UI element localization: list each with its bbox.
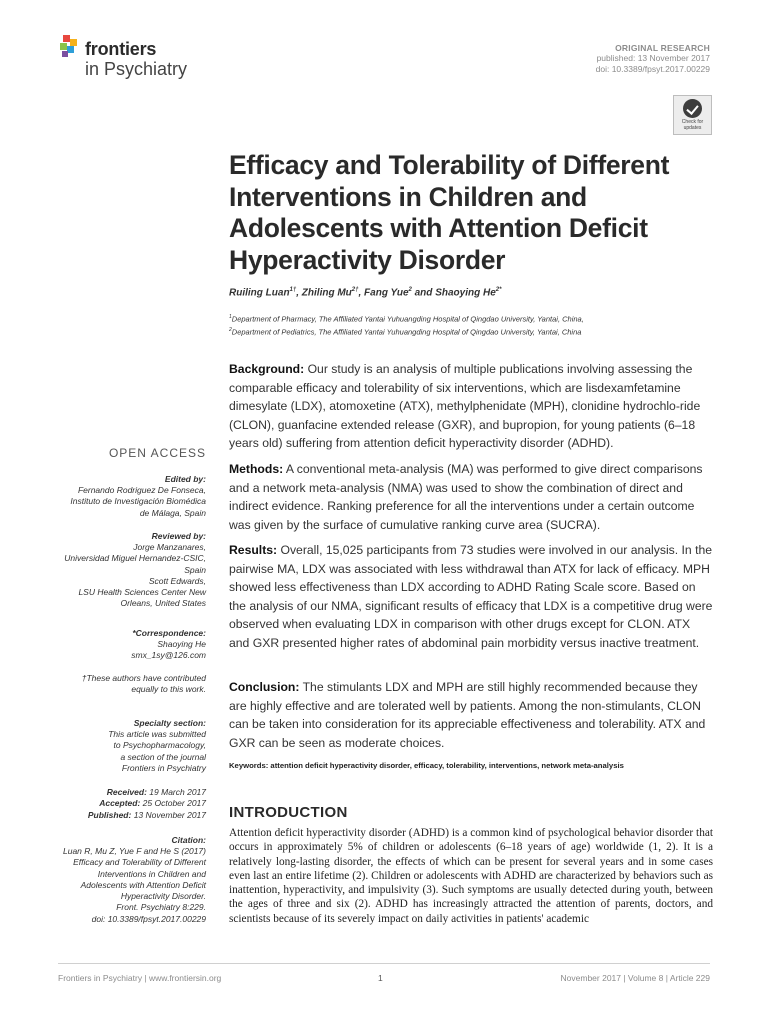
sidebar-line: Frontiers in Psychiatry	[121, 762, 206, 773]
abstract-background	[229, 360, 713, 453]
check-for-updates-button[interactable]	[673, 95, 712, 135]
author-list: Ruiling Luan$^{1\dagger}$, Zhiling $Mu^{2\dagger}$, Fang Yue$^2$ and Shaoying $He^{2*}$	[229, 287, 502, 299]
author-sup: 2	[408, 287, 412, 293]
abstract-section-label: Conclusion:	[229, 680, 300, 694]
date-label: Accepted:	[99, 798, 141, 809]
sidebar-line: equally to this work.	[131, 684, 206, 695]
journal-name-primary: frontiers	[85, 39, 157, 59]
sidebar-line: Luan R, Mu Z, Yue F and He S (2017)	[62, 846, 206, 856]
sidebar-line: LSU Health Sciences Center New	[78, 587, 206, 598]
sidebar-line: Shaoying He	[157, 639, 206, 649]
journal-name-secondary: in Psychiatry	[85, 59, 188, 79]
sidebar-heading: Citation:	[171, 835, 206, 845]
sidebar-line: a section of the journal	[120, 751, 206, 762]
accepted-date: 25 October 2017	[142, 798, 206, 809]
article-type: ORIGINAL RESEARCH	[615, 43, 710, 53]
reviewed-by-block	[58, 531, 206, 610]
article-title: Efficacy and Tolerability of Different Interventions in Children and Adolescents with Attention Deficit Hyperactivity Disorder	[229, 150, 670, 275]
sidebar-line: Adolescents with Attention Deficit	[80, 879, 206, 890]
affiliation-text: Department of Pharmacy, The Affiliated Yantai Yuhuangding Hospital of Qingdao University, Yantai, China,	[231, 314, 584, 324]
check-updates-icon	[683, 99, 702, 118]
sidebar-line: Orleans, United States	[120, 598, 206, 609]
date-label: Received:	[106, 787, 147, 797]
abstract-section-label: Results:	[229, 543, 278, 557]
correspondence-block	[58, 628, 206, 662]
sidebar-line: Instituto de Investigación Biomédica	[70, 496, 206, 507]
sidebar-line: Spain	[184, 564, 206, 575]
abstract-conclusion	[229, 678, 713, 752]
published-date: published: 13 November 2017	[596, 53, 710, 63]
sidebar-line: Fernando Rodriguez De Fonseca,	[77, 485, 206, 495]
published-date-sidebar: 13 November 2017	[133, 809, 206, 820]
sidebar-line: Universidad Miguel Hernandez-CSIC,	[64, 553, 206, 564]
citation-block	[58, 835, 206, 925]
correspondence-email[interactable]: smx_1sy@126.com	[131, 650, 206, 661]
sidebar-line: Scott Edwards,	[148, 575, 206, 586]
sidebar-line: †These authors have contributed	[81, 673, 206, 683]
section-heading: INTRODUCTION	[229, 804, 348, 821]
frontiers-logo-icon	[58, 35, 82, 59]
intro-paragraph: Attention deficit hyperactivity disorder (ADHD) is a common kind of psychological behavior disorder that occurs in approximately 5% of children or adolescents (6–18 years of age) worldwide (1, 2). It is a relatively long-lasting disorder, the effects of which can be present for several years and in some cases even last an entire lifetime (2). Children or adolescents with ADHD are characterized by behaviors such as inattention, hyperactivity, and impulsivity (3). Such symptoms are usually detected during youth, between the ages of three and six (2). ADHD has increasingly attracted the attention of parents, doctors, and scientists because of its severely impact on daily activities in patients' academic	[229, 827, 713, 925]
abstract-section-text: Our study is an analysis of multiple publications involving assessing the comparable efficacy and tolerability of six interventions, which are lisdexamfetamine dimesylate (LDX), atomoxetine (ATX), methylphenidate (MPH), clonidine hydrochlo-ride (CLON), guanfacine extended release (GXR), and bupropion, for young patients (6–18 years old) suffering from attention deficit hyperactivity disorder (ADHD).	[229, 362, 701, 450]
sidebar-heading: *Correspondence:	[132, 628, 206, 638]
article-header	[596, 43, 710, 75]
sidebar-heading: Reviewed by:	[151, 531, 206, 541]
author-sup: 2†	[351, 287, 359, 293]
sidebar-line: Efficacy and Tolerability of Different	[73, 857, 206, 868]
footer-divider	[58, 963, 710, 964]
keywords: Keywords: attention deficit hyperactivity disorder, efficacy, tolerability, interventions, network meta-analysis	[229, 761, 624, 770]
abstract-section-label: Methods:	[229, 462, 284, 476]
abstract-section-label: Background:	[229, 362, 305, 376]
affiliation-sup: 2	[229, 327, 232, 333]
received-date: 19 March 2017	[149, 787, 206, 797]
affiliation	[229, 314, 584, 324]
journal-logo[interactable]	[58, 32, 218, 82]
article-doi[interactable]: doi: 10.3389/fpsyt.2017.00229	[595, 64, 710, 74]
sidebar-line: de Málaga, Spain	[139, 507, 206, 518]
edited-by-block	[58, 474, 206, 519]
author-sup: 2*	[495, 287, 502, 293]
author-name[interactable]: Ruiling Luan	[229, 287, 290, 299]
author-sup: 1†	[289, 287, 297, 293]
contribution-note	[58, 673, 206, 696]
abstract-section-text: The stimulants LDX and MPH are still highly recommended because they are highly effective and are tolerated well by patients. Among the non-stimulants, CLON can be taken into consideration for its appreciable effectiveness and tolerability. ATX and GXR can be seen as moderate choices.	[229, 680, 706, 750]
specialty-block	[58, 718, 206, 774]
check-updates-label: Check for updates	[681, 119, 704, 131]
date-label: Published:	[87, 809, 132, 820]
author-name[interactable]: Zhiling Mu	[301, 287, 352, 299]
footer-journal-site[interactable]: Frontiers in Psychiatry | www.frontiersin.org	[58, 973, 222, 983]
abstract-results	[229, 541, 713, 652]
sidebar-line: Front. Psychiatry 8:229.	[116, 902, 206, 913]
page-number: 1	[378, 973, 383, 983]
sidebar-line: Interventions in Children and	[97, 868, 206, 879]
abstract-methods	[229, 460, 713, 534]
sidebar-line: Hyperactivity Disorder.	[120, 891, 206, 902]
sidebar-heading: Edited by:	[164, 474, 206, 484]
author-name[interactable]: Fang Yue	[364, 287, 409, 299]
open-access-label: OPEN ACCESS	[108, 446, 206, 460]
author-name[interactable]: Shaoying He	[435, 287, 496, 299]
citation-doi[interactable]: doi: 10.3389/fpsyt.2017.00229	[91, 913, 206, 924]
dates-block	[58, 787, 206, 821]
affiliation	[229, 327, 581, 337]
abstract-section-text: Overall, 15,025 participants from 73 studies were involved in our analysis. In the pairwise MA, LDX was associated with less withdrawal than ATX for lack of efficacy. MPH showed less effectiveness than LDX according to ADHD Rating Scale score. Based on the analysis of our NMA, significant results of efficacy that LDX is a competitive drug were observed when evaluating LDX in comparison with other drugs except for CLON. ATX and GXR presented higher rates of abdominal pain morbidity versus inactive treatment.	[229, 543, 713, 650]
sidebar-line: to Psychopharmacology,	[113, 740, 206, 751]
affiliation-text: Department of Pediatrics, The Affiliated Yantai Yuhuangding Hospital of Qingdao University, Yantai, China	[231, 327, 582, 337]
sidebar-line: This article was submitted	[108, 729, 206, 739]
abstract-section-text: A conventional meta-analysis (MA) was performed to give direct comparisons and a network meta-analysis (NMA) was used to show the combination of direct and indirect evidence. Ranking preference for all the interventions under a certain outcome was given by the surface of cumulative ranking curve area (SUCRA).	[229, 462, 703, 532]
affiliation-sup: 1	[229, 314, 232, 320]
sidebar-line: Jorge Manzanares,	[133, 542, 206, 552]
sidebar-heading: Specialty section:	[133, 718, 206, 728]
sidebar	[58, 474, 206, 944]
footer-issue-info: November 2017 | Volume 8 | Article 229	[560, 973, 710, 983]
